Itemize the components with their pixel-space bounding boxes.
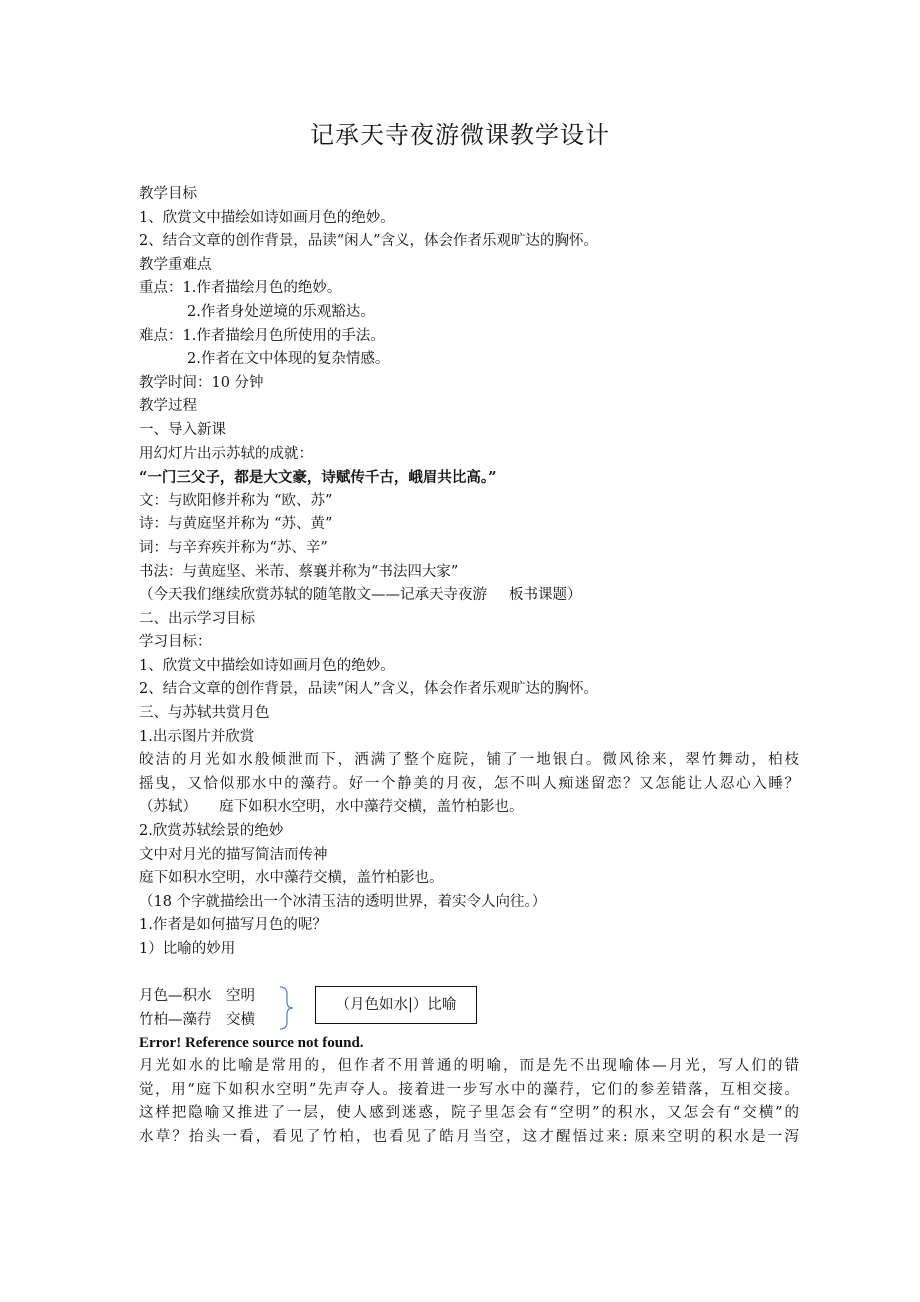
su-shi-label: （苏轼）	[139, 799, 197, 816]
goal-1: 1、欣赏文中描绘如诗如画月色的绝妙。	[139, 209, 395, 226]
error-reference: Error! Reference source not found.	[139, 1034, 364, 1051]
heading-process: 教学过程	[139, 398, 197, 415]
page-title: 记承天寺夜游微课教学设计	[310, 121, 610, 149]
analysis-paragraph-4: 水草？抬头一看，看见了竹柏，也看见了皓月当空，这才醒悟过来: 原来空明的积水是一泻	[139, 1128, 799, 1145]
metaphor-heading: 1）比喻的妙用	[139, 941, 236, 957]
difficulty-2: 2.作者在文中体现的复杂情感。	[187, 351, 390, 368]
difficulty-1: 难点：1.作者描绘月色所使用的手法。	[139, 327, 385, 344]
achievement-poetry: 诗：与黄庭坚并称为 “苏、黄”	[139, 516, 333, 533]
learning-goal-2: 2、结合文章的创作背景，品读“闲人”含义，体会作者乐观旷达的胸怀。	[139, 681, 599, 698]
step-2-heading: 2.欣赏苏轼绘景的绝妙	[139, 823, 284, 840]
su-shi-quote-text: 庭下如积水空明，水中藻荇交横，盖竹柏影也。	[219, 799, 524, 816]
key-point-2: 2.作者身处逆境的乐观豁达。	[187, 303, 375, 320]
learning-goal-1: 1、欣赏文中描绘如诗如画月色的绝妙。	[139, 657, 395, 674]
simile-row-moon: 月色—积水 空明	[139, 987, 255, 1004]
achievement-calligraphy: 书法：与黄庭坚、米芾、蔡襄并称为“书法四大家”	[139, 563, 459, 580]
document-body	[139, 183, 799, 1150]
description-note: 文中对月光的描写简洁而传神	[139, 846, 328, 863]
right-brace-icon	[277, 986, 297, 1030]
quote-line: “一门三父子，都是大文豪，诗赋传千古，峨眉共比高。”	[139, 469, 497, 487]
heading-key-points: 教学重难点	[139, 256, 212, 273]
key-point-1: 重点：1.作者描绘月色的绝妙。	[139, 280, 342, 297]
simile-row-bamboo: 竹柏—藻荇 交横	[139, 1011, 255, 1028]
lesson-note-text: （今天我们继续欣赏苏轼的随笔散文——记承天寺夜游	[139, 587, 487, 604]
heading-teaching-goals: 教学目标	[139, 186, 197, 202]
eighteen-characters-note: （18 个字就描绘出一个冰清玉洁的透明世界，着实令人向往。）	[139, 893, 547, 910]
lesson-title-note	[139, 584, 799, 608]
board-title-note: 板书课题）	[509, 587, 582, 604]
moonlight-paragraph-1: 皎洁的月光如水般倾泄而下，洒满了整个庭院，铺了一地银白。微风徐来，翠竹舞动，柏枝	[139, 752, 799, 769]
achievement-prose: 文：与欧阳修并称为 “欧、苏”	[139, 492, 333, 509]
question-heading: 1.作者是如何描写月色的呢？	[139, 917, 327, 934]
achievement-ci: 词：与辛弃疾并称为“苏、辛”	[139, 539, 328, 556]
simile-box: （月色如水|）比喻	[315, 986, 477, 1024]
teaching-time: 教学时间：10 分钟	[139, 374, 264, 391]
moonlight-paragraph-2: 摇曳，又恰似那水中的藻荇。好一个静美的月夜，怎不叫人痴迷留恋？又怎能让人忍心入睡？	[139, 775, 799, 792]
simile-diagram	[139, 984, 799, 1032]
step-1-heading: 1.出示图片并欣赏	[139, 728, 255, 745]
original-text-line: 庭下如积水空明，水中藻荇交横，盖竹柏影也。	[139, 870, 444, 887]
goal-2: 2、结合文章的创作背景，品读“闲人”含义，体会作者乐观旷达的胸怀。	[139, 233, 599, 250]
section-1-heading: 一、导入新课	[139, 421, 226, 438]
section-2-heading: 二、出示学习目标	[139, 610, 255, 627]
su-shi-quote	[139, 796, 799, 820]
analysis-paragraph-3: 这样把隐喻又推进了一层，使人感到迷惑，院子里怎会有“空明”的积水，又怎会有“交横”的	[139, 1105, 799, 1122]
learning-goals-label: 学习目标：	[139, 634, 212, 651]
analysis-paragraph-2: 觉，用“庭下如积水空明”先声夺人。接着进一步写水中的藻荇，它们的参差错落，互相交接。	[139, 1081, 799, 1098]
analysis-paragraph-1: 月光如水的比喻是常用的，但作者不用普通的明喻，而是先不出现喻体—月光，写人们的错	[139, 1058, 799, 1075]
slide-intro: 用幻灯片出示苏轼的成就：	[139, 445, 313, 462]
section-3-heading: 三、与苏轼共赏月色	[139, 705, 270, 722]
